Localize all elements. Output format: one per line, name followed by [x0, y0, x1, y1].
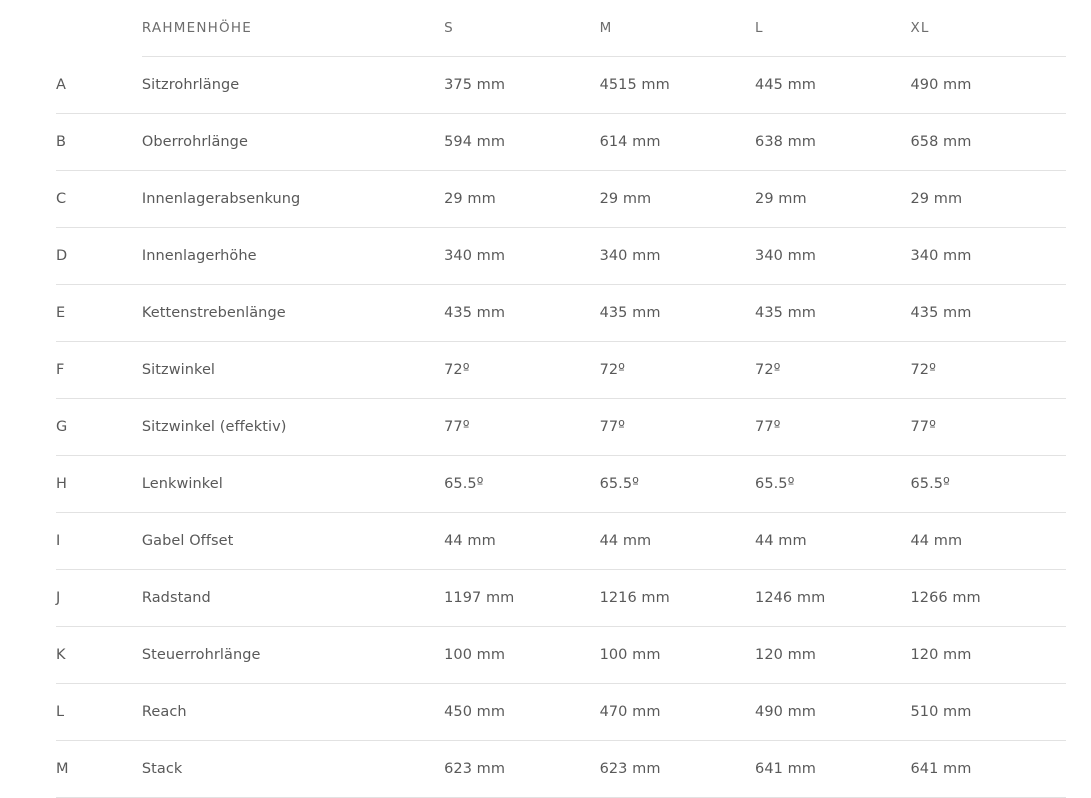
- row-value-l: 44 mm: [755, 513, 910, 570]
- row-value-l: 29 mm: [755, 171, 910, 228]
- row-value-m: 340 mm: [600, 228, 755, 285]
- row-value-m: 4515 mm: [600, 57, 755, 114]
- row-label: Sitzrohrlänge: [142, 57, 444, 114]
- table-row: [56, 456, 1066, 513]
- row-label: Gabel Offset: [142, 513, 444, 570]
- row-value-l: 340 mm: [755, 228, 910, 285]
- row-value-xl: 29 mm: [910, 171, 1066, 228]
- table-row: [56, 57, 1066, 114]
- table-header-row: [56, 0, 1066, 57]
- row-letter: G: [56, 399, 142, 456]
- row-value-s: 77º: [444, 399, 599, 456]
- row-value-s: 72º: [444, 342, 599, 399]
- row-value-m: 77º: [600, 399, 755, 456]
- row-value-s: 450 mm: [444, 684, 599, 741]
- row-value-xl: 77º: [910, 399, 1066, 456]
- row-value-s: 1197 mm: [444, 570, 599, 627]
- row-value-s: 623 mm: [444, 741, 599, 798]
- table-body: [56, 57, 1066, 798]
- table-row: [56, 171, 1066, 228]
- header-size-m: M: [600, 0, 755, 57]
- row-letter: J: [56, 570, 142, 627]
- row-value-l: 638 mm: [755, 114, 910, 171]
- row-label: Radstand: [142, 570, 444, 627]
- row-value-xl: 641 mm: [910, 741, 1066, 798]
- row-value-s: 594 mm: [444, 114, 599, 171]
- row-value-xl: 510 mm: [910, 684, 1066, 741]
- table-row: [56, 627, 1066, 684]
- table-row: [56, 570, 1066, 627]
- row-value-xl: 340 mm: [910, 228, 1066, 285]
- row-value-m: 614 mm: [600, 114, 755, 171]
- row-value-m: 72º: [600, 342, 755, 399]
- row-letter: D: [56, 228, 142, 285]
- row-label: Sitzwinkel (effektiv): [142, 399, 444, 456]
- row-value-xl: 658 mm: [910, 114, 1066, 171]
- table-row: [56, 741, 1066, 798]
- row-value-l: 490 mm: [755, 684, 910, 741]
- table-row: [56, 114, 1066, 171]
- header-size-l: L: [755, 0, 910, 57]
- row-label: Kettenstrebenlänge: [142, 285, 444, 342]
- row-value-l: 641 mm: [755, 741, 910, 798]
- row-value-xl: 72º: [910, 342, 1066, 399]
- row-value-s: 65.5º: [444, 456, 599, 513]
- row-label: Innenlagerabsenkung: [142, 171, 444, 228]
- row-value-l: 120 mm: [755, 627, 910, 684]
- row-letter: H: [56, 456, 142, 513]
- header-frame-size: RAHMENHÖHE: [142, 0, 444, 57]
- row-value-l: 72º: [755, 342, 910, 399]
- table-row: [56, 513, 1066, 570]
- row-value-s: 340 mm: [444, 228, 599, 285]
- table-row: [56, 342, 1066, 399]
- row-label: Stack: [142, 741, 444, 798]
- table-row: [56, 228, 1066, 285]
- row-label: Innenlagerhöhe: [142, 228, 444, 285]
- header-size-xl: XL: [910, 0, 1066, 57]
- row-value-l: 435 mm: [755, 285, 910, 342]
- row-value-xl: 1266 mm: [910, 570, 1066, 627]
- row-value-l: 77º: [755, 399, 910, 456]
- row-value-s: 435 mm: [444, 285, 599, 342]
- row-value-xl: 120 mm: [910, 627, 1066, 684]
- row-label: Reach: [142, 684, 444, 741]
- row-value-m: 435 mm: [600, 285, 755, 342]
- row-letter: K: [56, 627, 142, 684]
- row-value-m: 29 mm: [600, 171, 755, 228]
- table-header: [56, 0, 1066, 57]
- row-value-m: 65.5º: [600, 456, 755, 513]
- row-label: Sitzwinkel: [142, 342, 444, 399]
- row-value-l: 1246 mm: [755, 570, 910, 627]
- row-letter: I: [56, 513, 142, 570]
- header-size-s: S: [444, 0, 599, 57]
- table-row: [56, 285, 1066, 342]
- row-value-s: 375 mm: [444, 57, 599, 114]
- row-letter: C: [56, 171, 142, 228]
- row-label: Oberrohrlänge: [142, 114, 444, 171]
- geometry-table: [56, 0, 1066, 798]
- row-value-xl: 435 mm: [910, 285, 1066, 342]
- row-value-m: 623 mm: [600, 741, 755, 798]
- row-letter: M: [56, 741, 142, 798]
- row-value-m: 470 mm: [600, 684, 755, 741]
- row-value-xl: 65.5º: [910, 456, 1066, 513]
- row-value-m: 100 mm: [600, 627, 755, 684]
- row-letter: A: [56, 57, 142, 114]
- row-letter: F: [56, 342, 142, 399]
- row-letter: L: [56, 684, 142, 741]
- row-value-s: 29 mm: [444, 171, 599, 228]
- header-letter: [56, 0, 142, 57]
- row-label: Lenkwinkel: [142, 456, 444, 513]
- row-letter: E: [56, 285, 142, 342]
- row-value-xl: 490 mm: [910, 57, 1066, 114]
- row-label: Steuerrohrlänge: [142, 627, 444, 684]
- row-value-s: 44 mm: [444, 513, 599, 570]
- table-row: [56, 399, 1066, 456]
- row-value-m: 1216 mm: [600, 570, 755, 627]
- row-value-s: 100 mm: [444, 627, 599, 684]
- row-letter: B: [56, 114, 142, 171]
- row-value-l: 65.5º: [755, 456, 910, 513]
- row-value-xl: 44 mm: [910, 513, 1066, 570]
- row-value-l: 445 mm: [755, 57, 910, 114]
- row-value-m: 44 mm: [600, 513, 755, 570]
- table-row: [56, 684, 1066, 741]
